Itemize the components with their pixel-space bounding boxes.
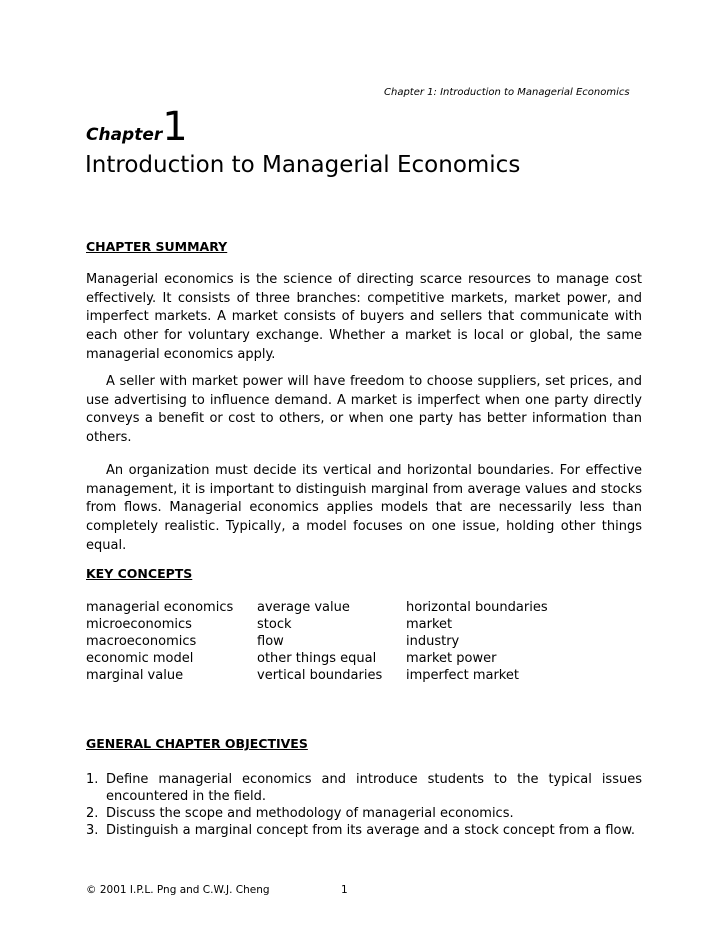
objective-item bbox=[86, 822, 642, 839]
concept-item: other things equal bbox=[257, 651, 377, 666]
chapter-summary-heading: CHAPTER SUMMARY bbox=[86, 239, 228, 254]
concept-item: vertical boundaries bbox=[257, 668, 383, 683]
concept-item: horizontal boundaries bbox=[406, 600, 548, 615]
concept-item: microeconomics bbox=[86, 617, 192, 632]
key-concepts-column-1 bbox=[86, 599, 233, 684]
page-number: 1 bbox=[341, 884, 348, 896]
concept-item: economic model bbox=[86, 651, 194, 666]
page-title: Introduction to Managerial Economics bbox=[85, 152, 521, 178]
concept-item: stock bbox=[257, 617, 292, 632]
objective-item bbox=[86, 771, 642, 805]
concept-item: average value bbox=[257, 600, 350, 615]
objective-number: 3. bbox=[86, 823, 99, 838]
key-concepts-column-3 bbox=[406, 599, 548, 684]
summary-paragraph-3: An organization must decide its vertical and horizontal boundaries. For effective management, it is important to distinguish marginal from average values and stocks from flows. Managerial economics applies models that are necessarily less than completely realistic. Typically, a model focuses on one issue, holding other things equal. bbox=[86, 463, 642, 553]
concept-item: marginal value bbox=[86, 668, 184, 683]
concept-item: market power bbox=[406, 651, 497, 666]
objective-text: Distinguish a marginal concept from its average and a stock concept from a flow. bbox=[106, 823, 636, 838]
objective-text: Define managerial economics and introduce students to the typical issues encountered in the field. bbox=[106, 772, 642, 804]
summary-paragraph-2: A seller with market power will have freedom to choose suppliers, set prices, and use advertising to influence demand. A market is imperfect when one party directly conveys a benefit or cost to others, or when one party has better information than others. bbox=[86, 374, 642, 446]
concept-item: market bbox=[406, 617, 453, 632]
key-concepts-heading: KEY CONCEPTS bbox=[86, 566, 193, 581]
objective-number: 2. bbox=[86, 806, 99, 821]
objective-text: Discuss the scope and methodology of managerial economics. bbox=[106, 806, 514, 821]
chapter-label bbox=[86, 104, 188, 150]
concept-item: imperfect market bbox=[406, 668, 519, 683]
objectives-heading: GENERAL CHAPTER OBJECTIVES bbox=[86, 736, 308, 751]
concept-item: flow bbox=[257, 634, 284, 649]
objective-item bbox=[86, 805, 642, 822]
chapter-word: Chapter bbox=[86, 125, 163, 145]
chapter-number: 1 bbox=[162, 104, 188, 150]
running-header: Chapter 1: Introduction to Managerial Economics bbox=[384, 87, 630, 98]
key-concepts-column-2 bbox=[257, 599, 382, 684]
footer-copyright: © 2001 I.P.L. Png and C.W.J. Cheng bbox=[86, 884, 270, 896]
concept-item: managerial economics bbox=[86, 600, 234, 615]
summary-paragraph-1: Managerial economics is the science of directing scarce resources to manage cost effectively. It consists of three branches: competitive markets, market power, and imperfect markets. A market consists of buyers and sellers that communicate with each other for voluntary exchange. Whether a market is local or global, the same managerial economics apply. bbox=[86, 272, 642, 362]
concept-item: industry bbox=[406, 634, 460, 649]
objectives-list bbox=[86, 771, 642, 839]
objective-number: 1. bbox=[86, 772, 99, 787]
concept-item: macroeconomics bbox=[86, 634, 197, 649]
